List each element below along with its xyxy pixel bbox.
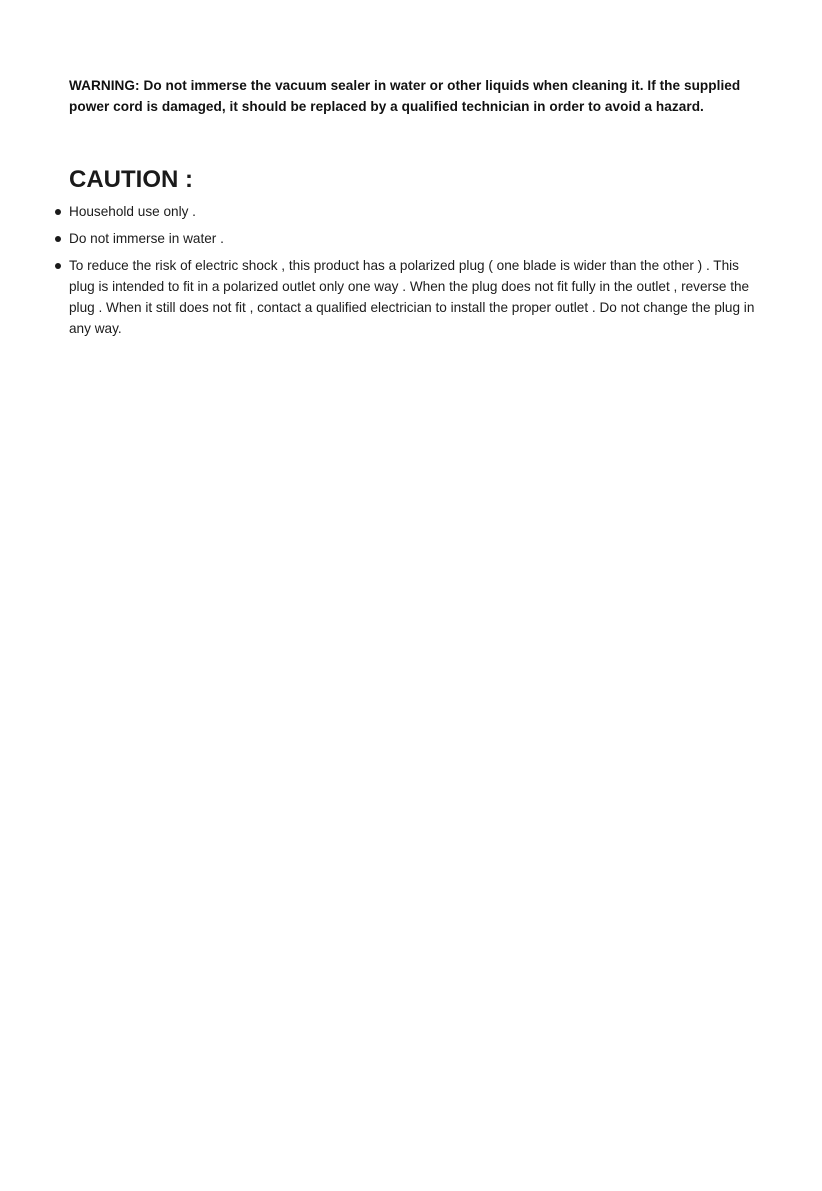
caution-item-polarized-plug [0, 255, 759, 339]
caution-item-text: Do not immerse in water . [69, 231, 224, 246]
bullet-icon [55, 236, 61, 242]
caution-item-do-not-immerse [0, 228, 759, 249]
caution-item-text: Household use only . [69, 204, 196, 219]
caution-item-household-use [0, 201, 759, 222]
caution-heading: CAUTION : [69, 166, 193, 193]
bullet-icon [55, 209, 61, 215]
warning-paragraph: WARNING: Do not immerse the vacuum sealer in water or other liquids when cleaning it. If the supplied power cord is damaged, it should be replaced by a qualified technician in order to avoid a hazard. [69, 78, 741, 114]
caution-list [0, 201, 822, 345]
caution-item-text: To reduce the risk of electric shock , this product has a polarized plug ( one blade is wider than the other ) . This plug is intended to fit in a polarized outlet only one way . When the plug does not fit fully in the outlet , reverse the plug . When it still does not fit , contact a qualified electrician to install the proper outlet . Do not change the plug in any way. [69, 258, 755, 336]
bullet-icon [55, 263, 61, 269]
